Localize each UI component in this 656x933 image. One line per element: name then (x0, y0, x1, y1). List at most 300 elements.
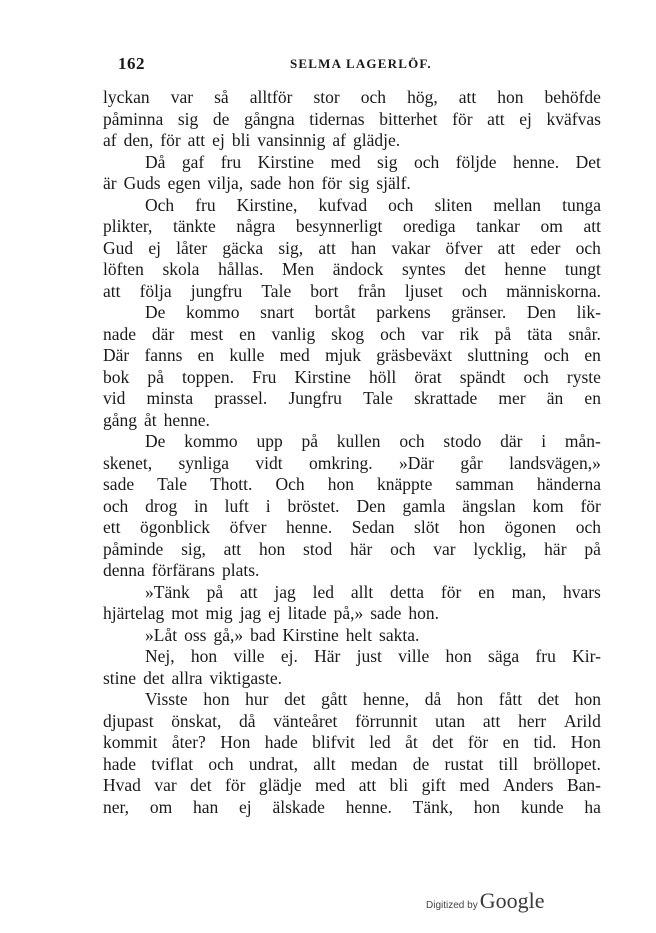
text-line (103, 216, 601, 238)
word: gått (321, 689, 348, 709)
word: detta (390, 581, 425, 602)
word: henne (504, 259, 547, 279)
text-line (103, 130, 601, 152)
word: ej (519, 108, 532, 129)
word: sakta. (379, 624, 420, 645)
word: hon (190, 646, 218, 666)
word: fru (220, 151, 242, 172)
word: sig, (181, 538, 206, 559)
word: jag (274, 581, 296, 602)
word: De (145, 431, 166, 451)
word: snart (260, 302, 295, 322)
word: för (321, 173, 342, 193)
word: hon (327, 474, 354, 494)
word: man, (511, 581, 547, 602)
word: utan (435, 710, 466, 731)
word: att (223, 538, 242, 559)
word: ner, (103, 796, 130, 817)
word: de (412, 753, 430, 774)
word: var (433, 538, 456, 559)
word: löften (103, 259, 144, 279)
word: Arild (563, 710, 601, 731)
word: drog (145, 495, 178, 516)
text-line (103, 109, 601, 131)
word: hjärtelag (103, 603, 165, 623)
word: med (279, 345, 310, 365)
word: följa (139, 280, 172, 301)
word: ej (268, 603, 281, 623)
word: plats. (221, 560, 260, 580)
word: på,» (333, 603, 364, 623)
text-line (103, 732, 601, 754)
word: om (149, 796, 173, 817)
word: gång (103, 409, 138, 430)
word: slöt (414, 517, 440, 537)
word: för (580, 495, 601, 516)
word: det (537, 689, 560, 709)
word: och (360, 87, 387, 107)
word: påminde (103, 538, 164, 559)
word: hvars (562, 581, 601, 602)
word: att (497, 237, 516, 258)
word: sade (250, 173, 282, 193)
text-line (103, 195, 601, 217)
word: lycklig, (473, 538, 527, 559)
word: det (464, 259, 486, 279)
word: egen (167, 173, 201, 193)
word: behöfde (544, 87, 601, 107)
word: gräsbeväxt (376, 345, 453, 365)
word: Jungfru (288, 388, 342, 408)
text-line (103, 238, 601, 260)
word: besynnerligt (295, 216, 383, 236)
word: kommo (186, 302, 240, 322)
page-number: 162 (118, 54, 145, 73)
text-line (103, 775, 601, 797)
word: åt (144, 409, 157, 430)
word: till (498, 753, 519, 774)
word: skenet, (103, 452, 153, 473)
word: för (225, 775, 246, 795)
word: sluttning (467, 345, 529, 365)
word: led (369, 732, 391, 752)
word: vilja, (207, 173, 244, 193)
word: hade (103, 753, 137, 774)
word: medan (350, 753, 398, 774)
body-text (103, 87, 601, 818)
word: sade (370, 603, 402, 623)
word: på (147, 366, 164, 387)
word: bitterhet (379, 108, 438, 129)
word: led (312, 581, 334, 602)
text-line (103, 517, 601, 539)
word: påminna (103, 108, 164, 129)
text-line (103, 302, 601, 324)
word: bok (103, 366, 130, 387)
word: att (482, 710, 501, 731)
digitized-watermark (426, 888, 544, 914)
word: rustat (444, 753, 484, 774)
word: och (575, 237, 601, 258)
word: för (467, 732, 489, 752)
word: ett (103, 517, 121, 537)
word: Thott. (210, 474, 253, 494)
word: Kir- (572, 646, 601, 666)
word: skog (331, 323, 365, 344)
word: och (103, 495, 129, 516)
word: Och (145, 194, 175, 215)
text-line (103, 797, 601, 819)
word: tunga (562, 194, 601, 215)
word: Här (314, 646, 341, 666)
word: hon (473, 796, 501, 817)
word: i (541, 431, 547, 451)
text-line (103, 173, 601, 195)
digitized-by-label: Digitized by (426, 900, 478, 911)
word: en (478, 581, 495, 602)
word: spändt (459, 366, 506, 387)
word: det (190, 775, 212, 795)
google-logo: Google (479, 888, 545, 913)
word: Hon (570, 732, 601, 752)
word: djupast (103, 710, 154, 731)
word: glädje. (352, 130, 401, 150)
word: rik (459, 323, 479, 344)
word: knäppte (377, 474, 433, 494)
word: sig, (278, 237, 304, 258)
word: Hvad (103, 775, 141, 795)
word: öfver (445, 237, 483, 258)
word: för (452, 108, 473, 129)
word: Hon (220, 732, 251, 752)
word: och (399, 431, 425, 451)
text-line (103, 345, 601, 367)
text-line (103, 582, 601, 604)
word: några (236, 216, 276, 236)
word: så (214, 87, 229, 107)
word: gamla (402, 495, 446, 516)
word: Anders (502, 775, 554, 795)
word: på (494, 323, 512, 344)
word: ville (398, 646, 430, 666)
text-line (103, 453, 601, 475)
word: stodo (443, 431, 482, 451)
word: omkring. (308, 452, 373, 473)
word: älskade (272, 796, 325, 817)
word: mer (498, 388, 526, 408)
word: plikter, (103, 216, 153, 236)
word: det (284, 689, 306, 709)
word: för (440, 581, 462, 602)
word: önskat, (171, 710, 222, 731)
word: ögonblick (140, 517, 211, 537)
word: viktigaste. (209, 667, 282, 688)
word: kväfvas (546, 108, 601, 129)
word: där (151, 323, 175, 344)
word: samman (455, 474, 514, 494)
word: hon (497, 87, 524, 107)
word: henne. (286, 517, 333, 537)
word: mjuk (325, 345, 362, 365)
word: Där (103, 345, 130, 365)
word: öfver (229, 517, 267, 537)
word: ville (233, 646, 265, 666)
word: »Låt (145, 624, 178, 645)
word: upp (256, 431, 283, 451)
word: toppen. (182, 366, 235, 387)
word: människorna. (506, 280, 601, 301)
word: och (575, 517, 601, 537)
word: ej (239, 796, 252, 817)
word: vid (103, 388, 126, 408)
word: henne. (345, 796, 392, 817)
word: med (330, 151, 361, 172)
word: var (170, 87, 194, 107)
page-header (118, 54, 538, 76)
word: kunde (520, 796, 564, 817)
word: kom (532, 495, 564, 516)
word: det (143, 667, 165, 688)
word: gaf (181, 151, 205, 172)
word: Tale (261, 280, 292, 301)
text-line (103, 152, 601, 174)
word: kullen (336, 431, 381, 451)
word: af (103, 130, 117, 150)
word: skrattade (414, 388, 478, 408)
word: af (332, 130, 346, 150)
word: glädje (258, 775, 302, 795)
word: De (145, 302, 166, 322)
word: hon. (408, 603, 439, 623)
word: och (208, 753, 234, 774)
word: bortåt (314, 302, 356, 322)
word: Sedan (351, 517, 395, 537)
text-line (103, 388, 601, 410)
word: vakar (391, 237, 431, 258)
word: vansinnig (257, 130, 326, 150)
word: litade (287, 603, 327, 623)
word: än (546, 388, 564, 408)
word: kufvad (318, 194, 368, 215)
word: orediga (403, 216, 456, 236)
text-line (103, 711, 601, 733)
word: mån- (564, 431, 601, 451)
word: sliten (434, 194, 473, 215)
word: tviflat (151, 753, 194, 774)
word: mellan (493, 194, 542, 215)
word: stine (103, 667, 137, 688)
word: hon (288, 173, 315, 193)
word: på (206, 581, 224, 602)
word: Visste (145, 689, 188, 709)
word: och (388, 194, 414, 215)
word: och (390, 538, 416, 559)
word: sade (103, 474, 135, 494)
word: in (194, 495, 208, 516)
word: vänteåret (273, 710, 338, 731)
word: själf. (376, 173, 411, 193)
word: Kirstine (257, 151, 314, 172)
word: ej (148, 237, 161, 258)
word: att (458, 87, 477, 107)
word: herr (518, 710, 547, 731)
running-title: SELMA LAGERLÖF. (290, 56, 432, 71)
word: höll (369, 366, 397, 387)
word: från (357, 280, 386, 301)
text-line (103, 668, 601, 690)
word: bort (310, 280, 339, 301)
word: gångna (244, 108, 295, 129)
word: gäcka (222, 237, 264, 258)
word: nade (103, 323, 137, 344)
word: Kirstine (282, 624, 339, 645)
word: Tale (363, 388, 393, 408)
word: på (301, 431, 319, 451)
word: tid. (533, 732, 557, 752)
word: jungfru (190, 280, 243, 301)
word: ängslan (462, 495, 516, 516)
word: han (351, 237, 377, 258)
word: fått (498, 689, 523, 709)
word: sig (348, 173, 370, 193)
text-line (103, 324, 601, 346)
word: hon (445, 646, 472, 666)
word: det (432, 732, 454, 752)
word: undrat, (248, 753, 298, 774)
word: och (413, 151, 440, 172)
word: att (103, 280, 121, 301)
word: en (584, 345, 601, 365)
word: då (239, 710, 256, 731)
word: är (103, 173, 117, 193)
word: där (500, 431, 523, 451)
word: den, (123, 130, 154, 150)
word: täta (527, 323, 553, 344)
word: denna (103, 560, 145, 580)
word: kommit (103, 732, 158, 752)
word: stod (303, 538, 333, 559)
word: fru (535, 646, 556, 666)
text-line (103, 281, 601, 303)
word: hade (264, 732, 298, 752)
word: han (192, 796, 219, 817)
word: bli (389, 775, 409, 795)
word: skola (162, 259, 200, 279)
word: bad (250, 624, 276, 645)
word: och (543, 345, 570, 365)
word: gå,» (213, 624, 244, 645)
word: hon (458, 517, 486, 537)
word: åter? (171, 732, 206, 752)
word: »Där (399, 452, 434, 473)
text-line (103, 625, 601, 647)
word: och (523, 366, 549, 387)
word: säga (488, 646, 520, 666)
word: att (487, 108, 505, 129)
word: med (459, 775, 490, 795)
text-line (103, 367, 601, 389)
word: hon (456, 689, 484, 709)
text-line (103, 259, 601, 281)
word: Tale (157, 474, 188, 494)
word: tänkte (172, 216, 216, 236)
word: en (502, 732, 520, 752)
word: vidt (255, 452, 283, 473)
word: gränser. (451, 302, 507, 322)
text-line (103, 689, 601, 711)
word: stor (313, 87, 340, 107)
word: förfärans (151, 560, 215, 580)
word: händerna (536, 474, 601, 494)
word: kommo (184, 431, 238, 451)
word: parkens (376, 302, 431, 322)
word: henne. (163, 409, 210, 430)
text-line (103, 603, 601, 625)
text-line (103, 410, 601, 432)
text-line (103, 431, 601, 453)
word: hon (574, 689, 601, 709)
word: örat (414, 366, 442, 387)
word: ljuset (404, 280, 443, 301)
word: mig (205, 603, 233, 623)
word: Guds (123, 173, 161, 193)
text-line (103, 539, 601, 561)
word: en (197, 345, 215, 365)
word: ej (212, 130, 225, 150)
word: tankar (476, 216, 520, 236)
word: var (421, 323, 444, 344)
word: för (160, 130, 181, 150)
text-line (103, 646, 601, 668)
word: hon (203, 689, 230, 709)
word: henne. (513, 151, 560, 172)
word: att (239, 581, 258, 602)
word: sig (377, 151, 398, 172)
word: blifvit (312, 732, 355, 752)
word: då (424, 689, 442, 709)
word: om (540, 216, 563, 236)
word: hon (258, 538, 286, 559)
word: Kirstine (294, 366, 351, 387)
word: fanns (144, 345, 183, 365)
word: helt (345, 624, 373, 645)
word: Tänk, (412, 796, 454, 817)
word: Ban- (566, 775, 601, 795)
text-line (103, 560, 601, 582)
word: syntes (401, 259, 446, 279)
word: mot (171, 603, 199, 623)
word: just (356, 646, 382, 666)
word: Den (356, 495, 386, 516)
word: och (461, 280, 488, 301)
word: här (350, 538, 373, 559)
word: lyckan (103, 87, 150, 107)
word: Det (575, 151, 601, 172)
word: Men (282, 259, 315, 279)
word: gift (421, 775, 446, 795)
word: här (544, 538, 567, 559)
word: åt (405, 732, 418, 752)
word: var (154, 775, 177, 795)
word: Fru (252, 366, 277, 387)
word: ögonen (504, 517, 557, 537)
word: i (265, 495, 271, 516)
word: en (584, 388, 601, 408)
word: ej. (280, 646, 298, 666)
word: Den (526, 302, 557, 322)
word: hur (245, 689, 269, 709)
word: eder (530, 237, 561, 258)
